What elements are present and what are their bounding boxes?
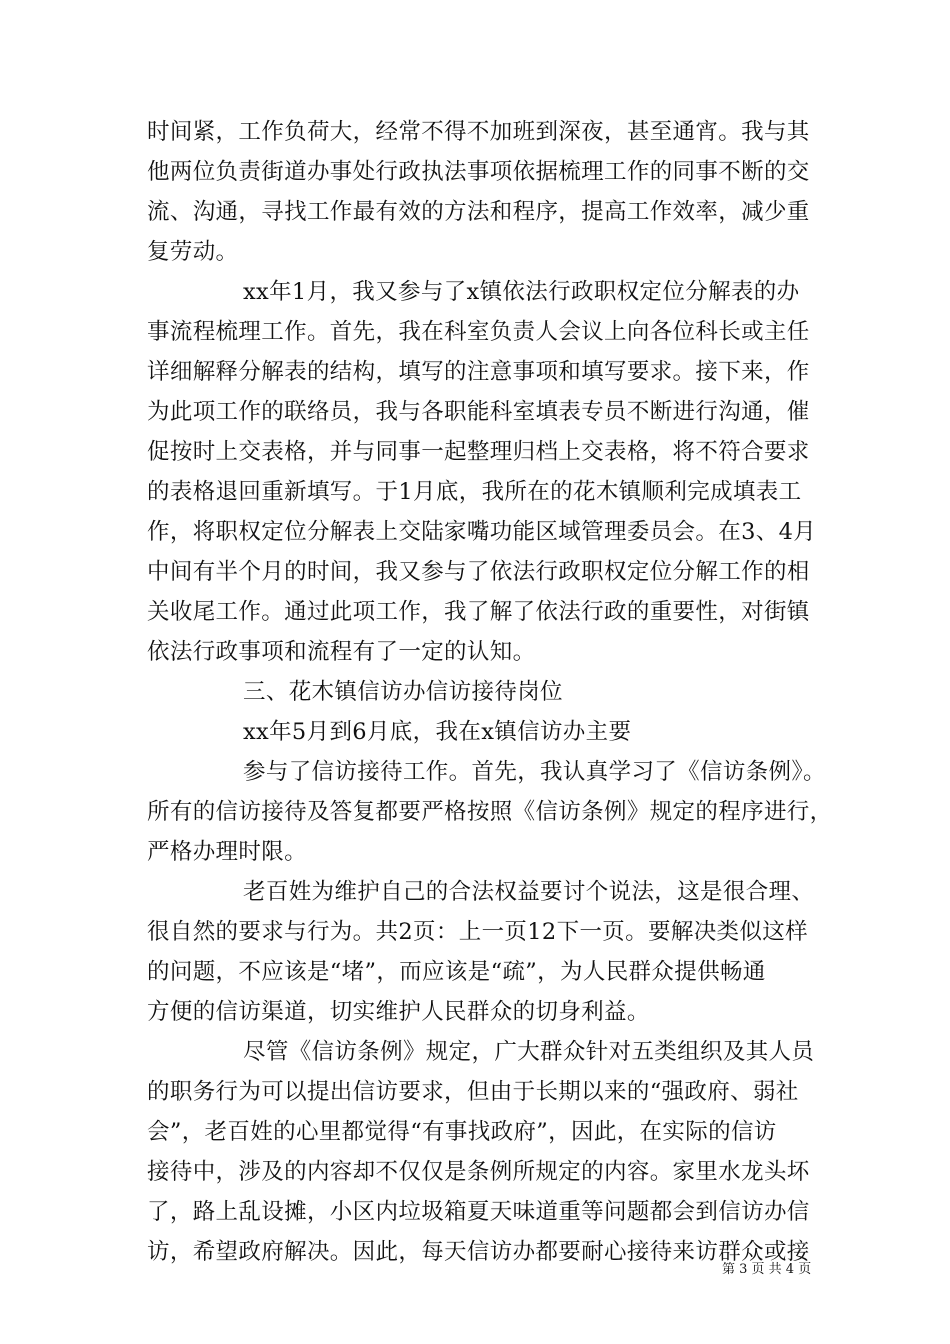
- body-text-line: 为此项工作的联络员，我与各职能科室填表专员不断进行沟通，催: [147, 399, 810, 425]
- body-text-line: 流、沟通，寻找工作最有效的方法和程序，提高工作效率，减少重: [147, 199, 810, 225]
- body-text-line: 详细解释分解表的结构，填写的注意事项和填写要求。接下来，作: [147, 359, 810, 385]
- body-text-line: 了，路上乱设摊，小区内垃圾箱夏天味道重等问题都会到信访办信: [147, 1199, 810, 1225]
- body-text-line: 事流程梳理工作。首先，我在科室负责人会议上向各位科长或主任: [147, 319, 810, 345]
- body-text-line: 访，希望政府解决。因此，每天信访办都要耐心接待来访群众或接: [147, 1239, 810, 1265]
- body-text-line: 作，将职权定位分解表上交陆家嘴功能区域管理委员会。在3、4月: [147, 519, 817, 545]
- body-text-line: 尽管《信访条例》规定，广大群众针对五类组织及其人员: [243, 1039, 815, 1065]
- body-text-line: 依法行政事项和流程有了一定的认知。: [147, 639, 536, 665]
- body-text-line: 很自然的要求与行为。共2页：上一页12下一页。要解决类似这样: [147, 919, 808, 945]
- body-text-line: 方便的信访渠道，切实维护人民群众的切身利益。: [147, 999, 650, 1025]
- body-text-line: 中间有半个月的时间，我又参与了依法行政职权定位分解工作的相: [147, 559, 810, 585]
- body-text-line: 的表格退回重新填写。于1月底，我所在的花木镇顺利完成填表工: [147, 479, 802, 505]
- body-text-line: 时间紧，工作负荷大，经常不得不加班到深夜，甚至通宵。我与其: [147, 119, 810, 145]
- body-text-line: 参与了信访接待工作。首先，我认真学习了《信访条例》。: [243, 759, 826, 785]
- body-text-line: 他两位负责街道办事处行政执法事项依据梳理工作的同事不断的交: [147, 159, 810, 185]
- body-text-line: 接待中，涉及的内容却不仅仅是条例所规定的内容。家里水龙头坏: [147, 1159, 810, 1185]
- body-text-line: 的职务行为可以提出信访要求，但由于长期以来的“强政府、弱社: [147, 1079, 799, 1105]
- body-text-line: 复劳动。: [147, 239, 239, 265]
- section-heading: 三、花木镇信访办信访接待岗位: [243, 679, 563, 705]
- body-text-line: 关收尾工作。通过此项工作，我了解了依法行政的重要性，对街镇: [147, 599, 810, 625]
- body-text-line: xx年5月到6月底，我在x镇信访办主要: [243, 719, 632, 745]
- body-text-line: 促按时上交表格，并与同事一起整理归档上交表格，将不符合要求: [147, 439, 810, 465]
- body-text-line: 老百姓为维护自己的合法权益要讨个说法，这是很合理、: [243, 879, 815, 905]
- body-text-line: 所有的信访接待及答复都要严格按照《信访条例》规定的程序进行，: [147, 799, 833, 825]
- body-text-line: xx年1月，我又参与了x镇依法行政职权定位分解表的办: [243, 279, 800, 305]
- body-text-line: 严格办理时限。: [147, 839, 307, 865]
- body-text-line: 的问题，不应该是“堵”，而应该是“疏”，为人民群众提供畅通: [147, 959, 766, 985]
- body-text-line: 会”，老百姓的心里都觉得“有事找政府”，因此，在实际的信访: [147, 1119, 777, 1145]
- page-number-footer: 第 3 页 共 4 页: [722, 1262, 812, 1277]
